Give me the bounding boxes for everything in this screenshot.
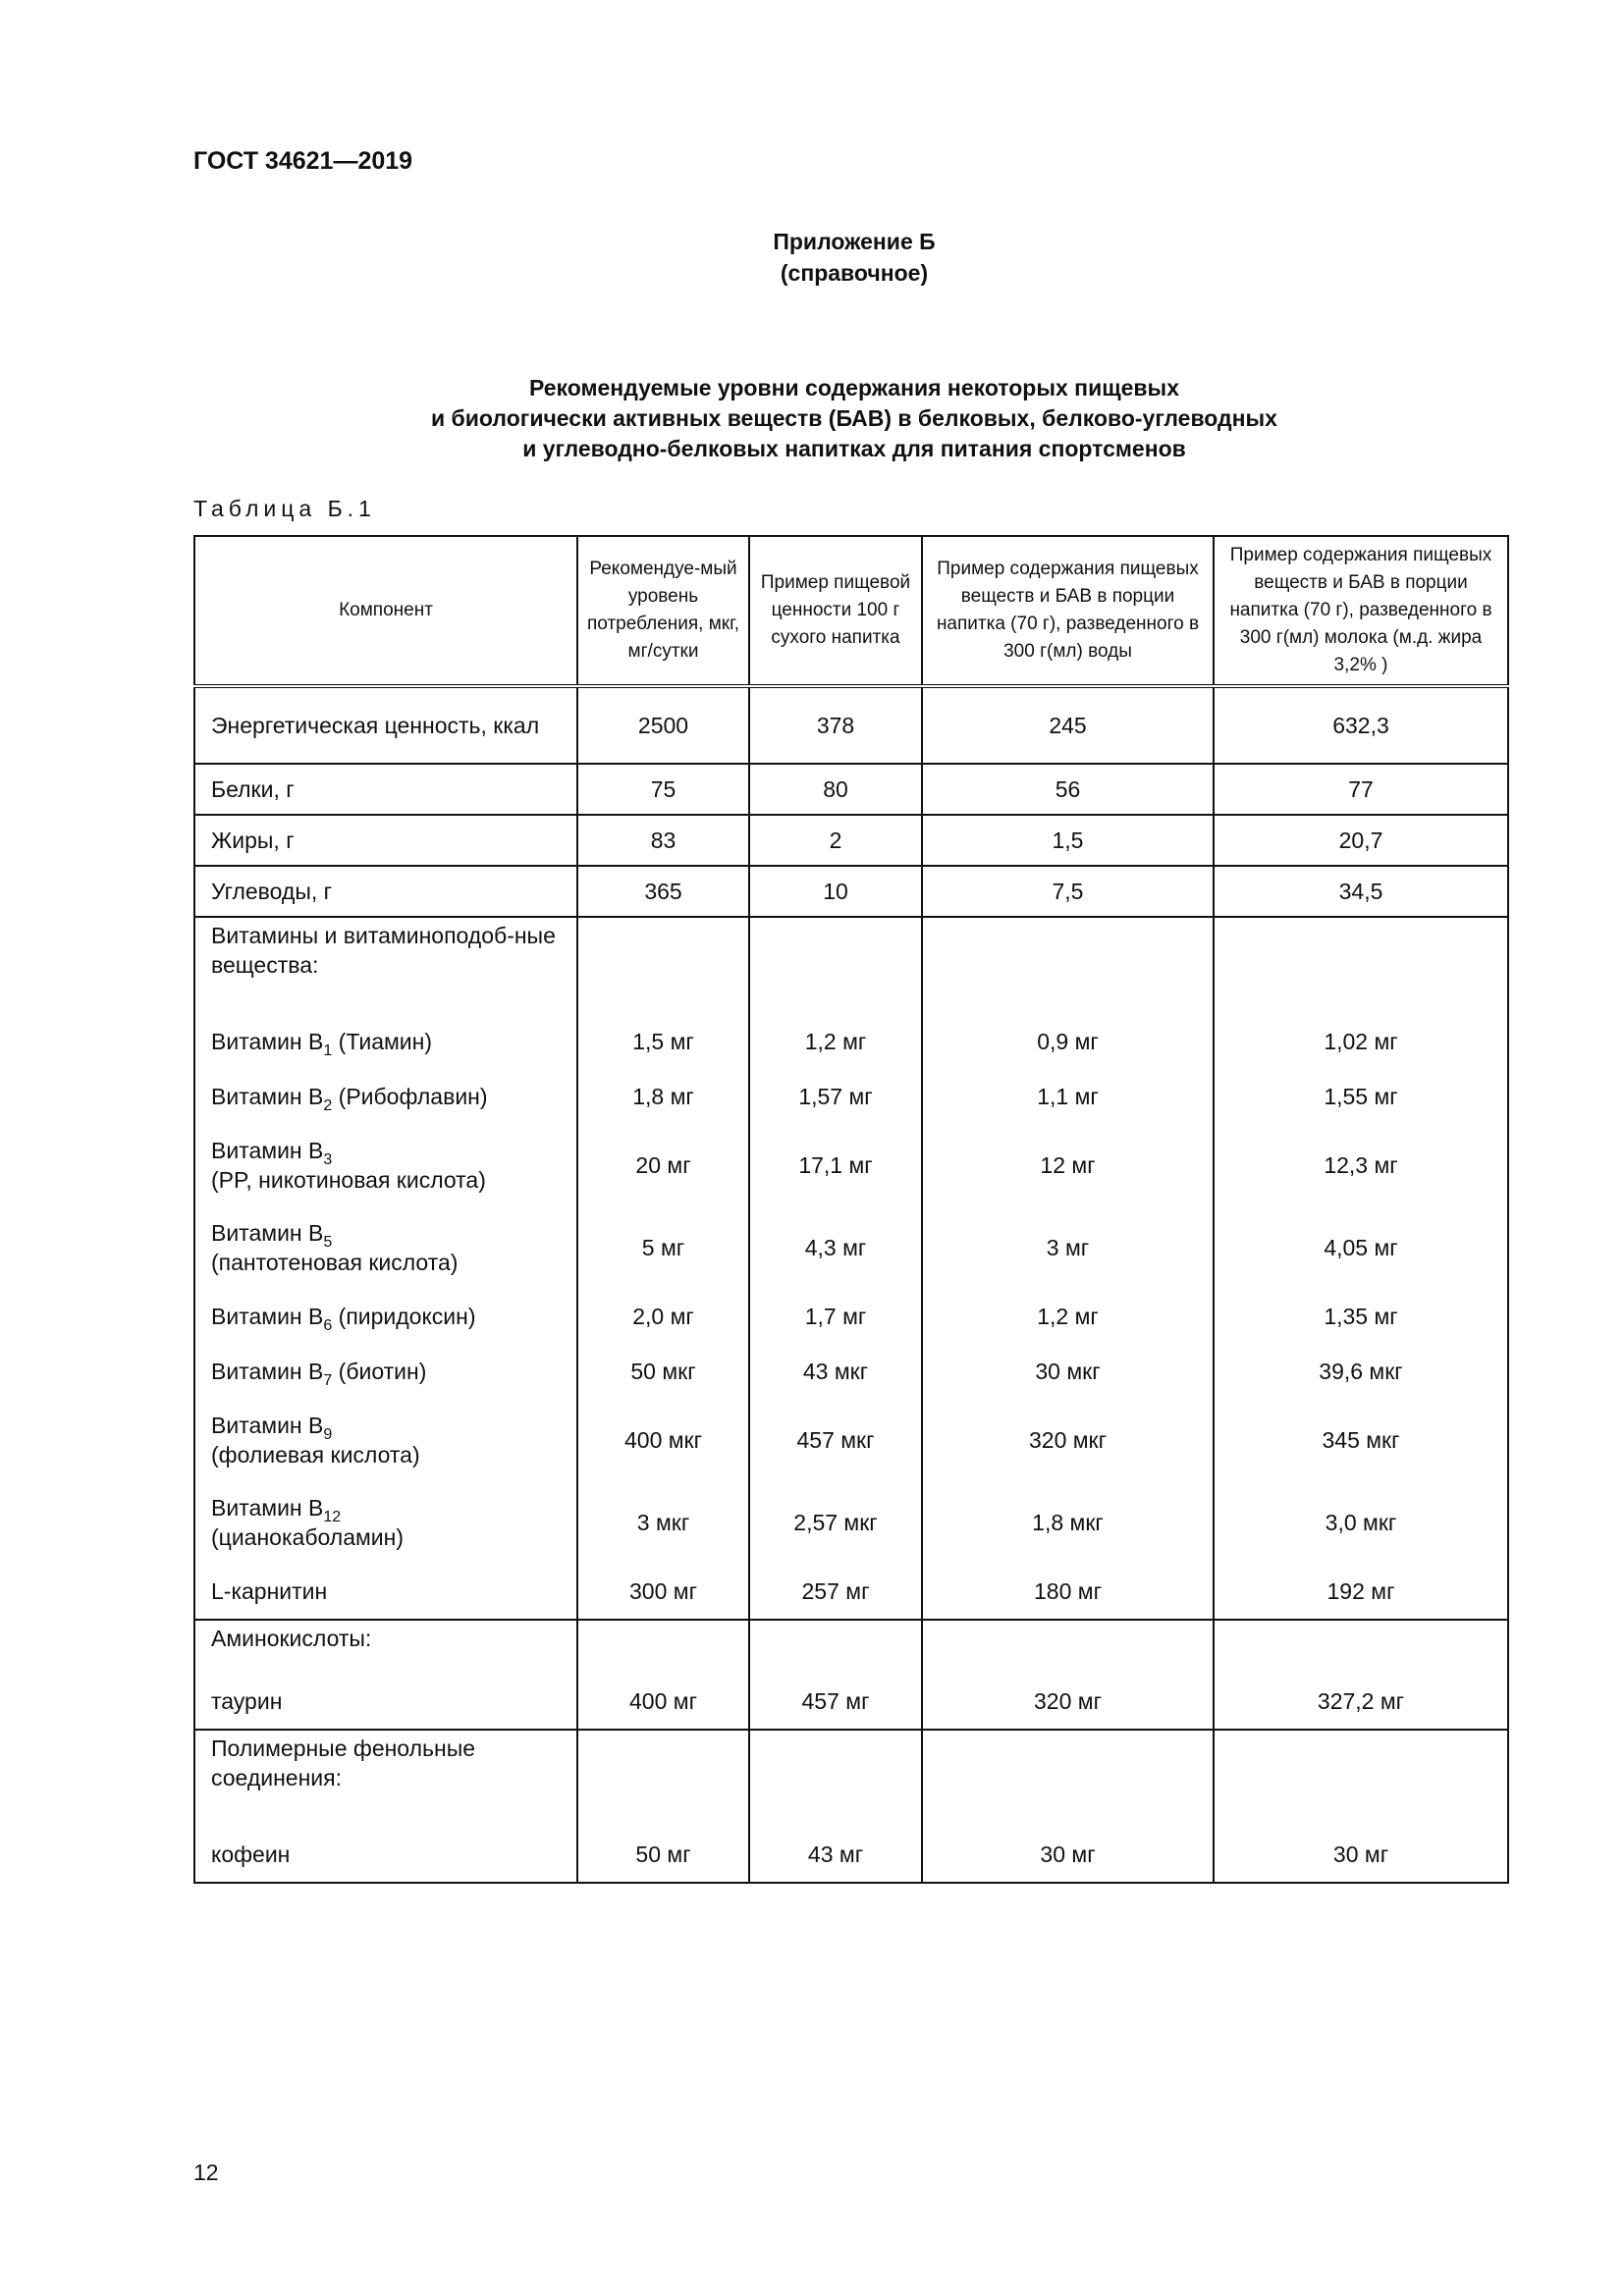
value-cell: 457 мг [749,1674,922,1730]
value-cell: 50 мг [577,1827,749,1883]
empty-cell [577,917,749,1014]
value-cell: 80 [749,764,922,815]
component-label: Витамин B [211,1495,324,1521]
empty-cell [922,1620,1214,1674]
column-header-recommended: Рекомендуе-мый уровень потребления, мкг, мг/сутки [577,536,749,686]
value-cell: 365 [577,866,749,917]
component-name [194,1344,577,1399]
page-number: 12 [193,2160,219,2185]
component-name [194,1399,577,1481]
group-header-row [194,917,1508,1014]
value-cell: 457 мкг [749,1399,922,1481]
component-subscript: 9 [323,1426,333,1443]
table-title-line: и биологически активных веществ (БАВ) в белковых, белково-углеводных [431,405,1277,431]
empty-cell [922,917,1214,1014]
empty-cell [749,917,922,1014]
component-suffix: (Рибофлавин) [332,1084,488,1109]
component-subscript: 12 [323,1509,342,1525]
value-cell: 2500 [577,686,749,764]
value-cell: 30 мг [922,1827,1214,1883]
component-label: Витамин B [211,1359,324,1384]
table-title-line: и углеводно-белковых напитках для питания спортсменов [522,436,1186,461]
value-cell: 77 [1214,764,1508,815]
value-cell: 245 [922,686,1214,764]
component-label: L-карнитин [211,1578,328,1604]
group-title: Витамины и витаминоподоб-ные вещества: [194,917,577,1014]
annex-kind: (справочное) [780,260,929,286]
component-subscript: 3 [323,1151,333,1168]
component-label: Витамин B [211,1220,324,1246]
value-cell: 1,02 мг [1214,1014,1508,1069]
component-name: Энергетическая ценность, ккал [194,686,577,764]
value-cell: 17,1 мг [749,1124,922,1206]
empty-cell [1214,917,1508,1014]
table-row [194,866,1508,917]
value-cell: 2 [749,815,922,866]
component-subscript: 7 [323,1372,333,1389]
value-cell: 12 мг [922,1124,1214,1206]
value-cell: 1,2 мг [922,1289,1214,1344]
table-row [194,1344,1508,1399]
value-cell: 75 [577,764,749,815]
table-row [194,1289,1508,1344]
annex-title: Приложение Б [773,229,936,254]
empty-cell [1214,1730,1508,1827]
value-cell: 83 [577,815,749,866]
component-subscript: 5 [323,1234,333,1251]
value-cell: 400 мг [577,1674,749,1730]
value-cell: 34,5 [1214,866,1508,917]
table-row [194,1827,1508,1883]
table-label: Таблица Б.1 [193,496,376,521]
document-code: ГОСТ 34621—2019 [193,147,413,175]
value-cell: 320 мг [922,1674,1214,1730]
value-cell: 43 мкг [749,1344,922,1399]
table-header-row [194,536,1508,686]
value-cell: 5 мг [577,1206,749,1289]
value-cell: 300 мг [577,1564,749,1620]
empty-cell [749,1730,922,1827]
value-cell: 320 мкг [922,1399,1214,1481]
column-header-dry-example: Пример пищевой ценности 100 г сухого напитка [749,536,922,686]
table-row [194,1674,1508,1730]
empty-cell [922,1730,1214,1827]
component-suffix: (пиридоксин) [332,1304,476,1329]
value-cell: 1,1 мг [922,1069,1214,1124]
annex-heading [0,226,1624,289]
component-suffix: (цианокаболамин) [211,1524,405,1550]
table-row [194,764,1508,815]
group-title: Полимерные фенольные соединения: [194,1730,577,1827]
empty-cell [577,1620,749,1674]
group-header-row [194,1730,1508,1827]
value-cell: 20 мг [577,1124,749,1206]
value-cell: 0,9 мг [922,1014,1214,1069]
component-label: Витамин B [211,1084,324,1109]
component-name [194,1674,577,1730]
empty-cell [577,1730,749,1827]
value-cell: 1,57 мг [749,1069,922,1124]
value-cell: 180 мг [922,1564,1214,1620]
value-cell: 7,5 [922,866,1214,917]
component-suffix: (биотин) [332,1359,427,1384]
value-cell: 12,3 мг [1214,1124,1508,1206]
value-cell: 3,0 мкг [1214,1481,1508,1564]
component-name [194,1124,577,1206]
value-cell: 50 мкг [577,1344,749,1399]
value-cell: 3 мг [922,1206,1214,1289]
value-cell: 30 мг [1214,1827,1508,1883]
empty-cell [1214,1620,1508,1674]
component-label: Витамин B [211,1413,324,1438]
component-name: Жиры, г [194,815,577,866]
value-cell: 192 мг [1214,1564,1508,1620]
table-row [194,1069,1508,1124]
column-header-component: Компонент [194,536,577,686]
value-cell: 2,0 мг [577,1289,749,1344]
value-cell: 4,3 мг [749,1206,922,1289]
value-cell: 3 мкг [577,1481,749,1564]
component-name [194,1206,577,1289]
value-cell: 2,57 мкг [749,1481,922,1564]
component-label: таурин [211,1688,283,1714]
component-name: Углеводы, г [194,866,577,917]
table-row [194,815,1508,866]
table-row [194,1481,1508,1564]
table-row [194,1206,1508,1289]
component-suffix: (Тиамин) [332,1029,433,1054]
column-header-water-serving: Пример содержания пищевых веществ и БАВ в порции напитка (70 г), разведенного в 300 г(мл) воды [922,536,1214,686]
table-row [194,1564,1508,1620]
value-cell: 400 мкг [577,1399,749,1481]
table-row [194,1124,1508,1206]
group-header-row [194,1620,1508,1674]
table-row [194,686,1508,764]
empty-cell [749,1620,922,1674]
value-cell: 1,5 [922,815,1214,866]
group-title: Аминокислоты: [194,1620,577,1674]
component-name: Белки, г [194,764,577,815]
table-row [194,1399,1508,1481]
value-cell: 30 мкг [922,1344,1214,1399]
value-cell: 1,2 мг [749,1014,922,1069]
component-name [194,1827,577,1883]
component-name [194,1289,577,1344]
component-label: Витамин B [211,1029,324,1054]
value-cell: 56 [922,764,1214,815]
component-suffix: (пантотеновая кислота) [211,1250,459,1275]
value-cell: 632,3 [1214,686,1508,764]
value-cell: 378 [749,686,922,764]
value-cell: 345 мкг [1214,1399,1508,1481]
value-cell: 257 мг [749,1564,922,1620]
value-cell: 1,5 мг [577,1014,749,1069]
value-cell: 1,8 мкг [922,1481,1214,1564]
value-cell: 10 [749,866,922,917]
value-cell: 1,8 мг [577,1069,749,1124]
value-cell: 4,05 мг [1214,1206,1508,1289]
component-label: Витамин B [211,1304,324,1329]
table-row [194,1014,1508,1069]
component-suffix: (PP, никотиновая кислота) [211,1167,486,1193]
component-suffix: (фолиевая кислота) [211,1442,420,1468]
component-subscript: 1 [323,1042,333,1059]
component-name [194,1069,577,1124]
component-name [194,1564,577,1620]
table-title-line: Рекомендуемые уровни содержания некоторых пищевых [528,375,1179,400]
component-name [194,1014,577,1069]
table-title [0,373,1624,464]
value-cell: 1,55 мг [1214,1069,1508,1124]
component-name [194,1481,577,1564]
value-cell: 43 мг [749,1827,922,1883]
value-cell: 1,7 мг [749,1289,922,1344]
value-cell: 39,6 мкг [1214,1344,1508,1399]
component-label: Витамин B [211,1138,324,1163]
value-cell: 327,2 мг [1214,1674,1508,1730]
component-label: кофеин [211,1842,291,1867]
value-cell: 1,35 мг [1214,1289,1508,1344]
value-cell: 20,7 [1214,815,1508,866]
nutrient-table [193,535,1509,1884]
component-subscript: 6 [323,1317,333,1334]
component-subscript: 2 [323,1097,333,1114]
column-header-milk-serving: Пример содержания пищевых веществ и БАВ в порции напитка (70 г), разведенного в 300 г(мл) молока (м.д. жира 3,2% ) [1214,536,1508,686]
